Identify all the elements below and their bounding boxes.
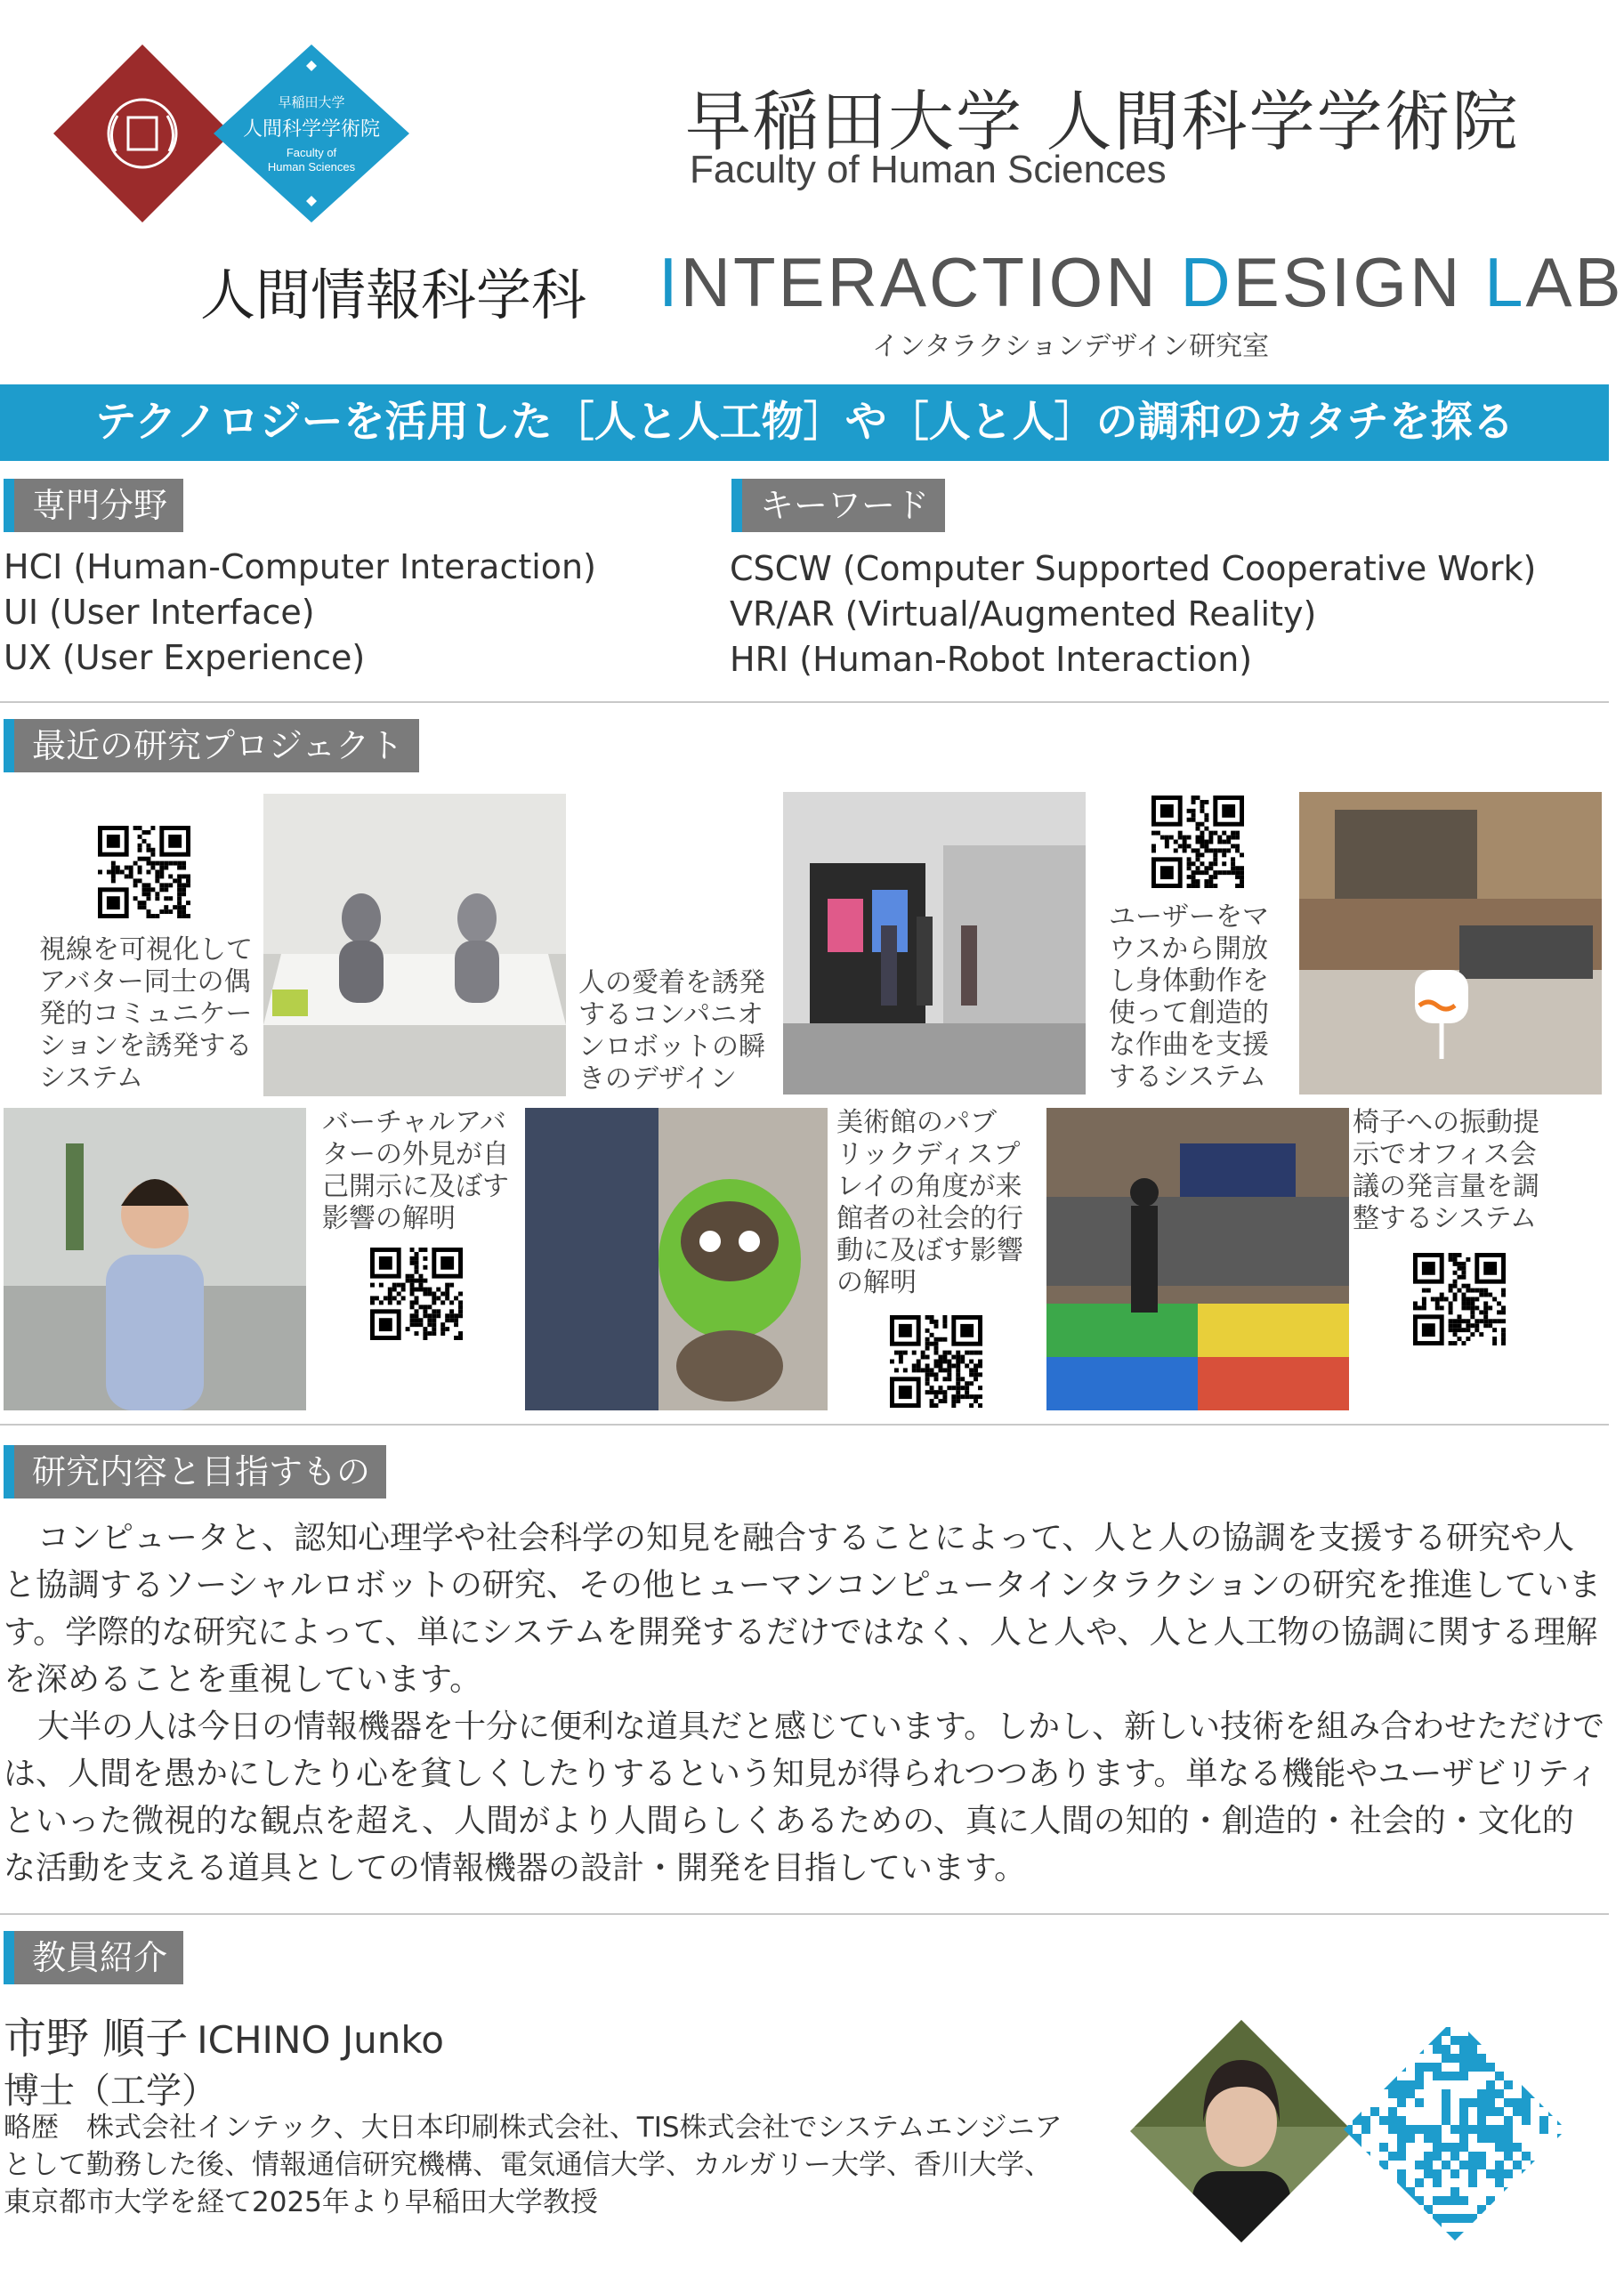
university-crest-logo — [53, 44, 231, 222]
research-paragraph: コンピュータと、認知心理学や社会科学の知見を融合することによって、人と人の協調を支援する研究や人と協調するソーシャルロボットの研究、その他ヒューマンコンピュータインタラクションの研究を推進しています。学際的な研究によって、単にシステムを開発するだけではなく、人と人や、人と人工物の協調に関する理解を深めることを重視しています。 — [4, 1520, 1601, 1698]
project-caption: 椅子への振動提 示でオフィス会 議の発言量を調 整するシステム — [1353, 1107, 1539, 1234]
faculty-name-jp: 市野 順子 — [4, 2014, 189, 2064]
university-subtitle: Faculty of Human Sciences — [690, 148, 1167, 191]
list-item: CSCW (Computer Supported Cooperative Work) — [730, 549, 1537, 588]
lab-title-part: ESIGN — [1232, 243, 1485, 321]
list-item: HRI (Human-Robot Interaction) — [730, 640, 1253, 679]
project-caption: 美術館のパブ リックディスプ レイの角度が来 館者の社会的行 動に及ぼす影響 の解明 — [836, 1107, 1023, 1298]
logo-faculty-en-1: Faculty of — [286, 146, 337, 159]
list-item: HCI (Human-Computer Interaction) — [4, 547, 596, 586]
bio-line: 略歴 株式会社インテック、大日本印刷株式会社、TIS株式会社でシステムエンジニア — [4, 2112, 1062, 2144]
qr-code-icon[interactable] — [1413, 1253, 1506, 1345]
department-title: 人間情報科学科 — [200, 263, 587, 327]
research-paragraph: 大半の人は今日の情報機器を十分に便利な道具だと感じています。しかし、新しい技術を組み合わせただけでは、人間を愚かにしたり心を貧しくしたりするという知見が得られつつあります。単なる機能やユーザビリティといった微視的な観点を超え、人間がより人間らしくあるための、真に人間の知的・創造的・社会的・文化的な活動を支える道具としての情報機器の設計・開発を目指しています。 — [4, 1708, 1605, 1886]
project-caption: 視線を可視化して アバター同士の偶 発的コミュニケー ションを誘発する システム — [39, 934, 253, 1094]
faculty-bio — [4, 2109, 1062, 2221]
keywords-list — [730, 546, 1536, 683]
list-item: UI (User Interface) — [4, 593, 315, 632]
keywords-heading: キーワード — [731, 479, 945, 532]
divider — [0, 701, 1609, 703]
project-image-virtual-avatar — [4, 1108, 306, 1410]
project-image-office-chair — [1299, 792, 1602, 1095]
qr-code-icon[interactable] — [890, 1315, 982, 1408]
lab-title — [658, 242, 1624, 323]
logo-faculty-en-2: Human Sciences — [267, 160, 356, 174]
project-image-body-music — [1046, 1108, 1349, 1410]
faculty-heading: 教員紹介 — [4, 1931, 183, 1984]
project-caption: ユーザーをマ ウスから開放 し身体動作を 使って創造的 な作曲を支援 するシステム — [1109, 901, 1269, 1093]
logo-faculty-jp-text: 人間科学学術院 — [242, 118, 381, 141]
logo-univ-text: 早稲田大学 — [278, 94, 345, 110]
lab-title-kana: インタラクションデザイン研究室 — [872, 331, 1270, 362]
lab-title-part: I — [658, 243, 681, 321]
list-item: VR/AR (Virtual/Augmented Reality) — [730, 594, 1317, 634]
lab-title-part: D — [1180, 243, 1233, 321]
faculty-name — [4, 2004, 444, 2065]
divider — [0, 1913, 1609, 1915]
bio-line: として勤務した後、情報通信研究機構、電気通信大学、カルガリー大学、香川大学、 — [4, 2149, 1052, 2181]
qr-code-icon[interactable] — [370, 1248, 463, 1340]
project-image-companion-robot — [525, 1108, 828, 1410]
specialty-heading: 専門分野 — [4, 479, 183, 532]
lab-title-part: NTERACTION — [680, 243, 1181, 321]
project-caption: バーチャルアバ ターの外見が自 己開示に及ぼす 影響の解明 — [322, 1107, 509, 1234]
project-caption: 人の愛着を誘発 するコンパニオ ンロボットの瞬 きのデザイン — [578, 967, 765, 1095]
specialty-list — [4, 545, 596, 681]
faculty-logo — [214, 44, 409, 222]
faculty-degree: 博士（工学） — [4, 2071, 217, 2112]
qr-code-icon[interactable] — [98, 826, 190, 918]
research-heading: 研究内容と目指すもの — [4, 1445, 386, 1498]
university-title: 早稲田大学 人間科学学術院 — [685, 84, 1520, 160]
lab-title-part: L — [1484, 243, 1526, 321]
project-image-museum-display — [783, 792, 1086, 1095]
projects-heading: 最近の研究プロジェクト — [4, 719, 419, 772]
divider — [0, 1424, 1609, 1426]
faculty-name-en: ICHINO Junko — [197, 2018, 444, 2062]
qr-code-icon[interactable] — [1344, 2018, 1566, 2241]
tagline-banner: テクノロジーを活用した［人と人工物］や［人と人］の調和のカタチを探る — [0, 384, 1609, 461]
bio-line: 東京都市大学を経て2025年より早稲田大学教授 — [4, 2186, 598, 2218]
research-text — [4, 1515, 1605, 1892]
lab-title-part: AB — [1525, 243, 1624, 321]
qr-code-icon[interactable] — [1151, 796, 1244, 888]
project-image-avatar-gaze — [263, 794, 566, 1096]
list-item: UX (User Experience) — [4, 638, 366, 677]
faculty-portrait — [1130, 2020, 1353, 2242]
